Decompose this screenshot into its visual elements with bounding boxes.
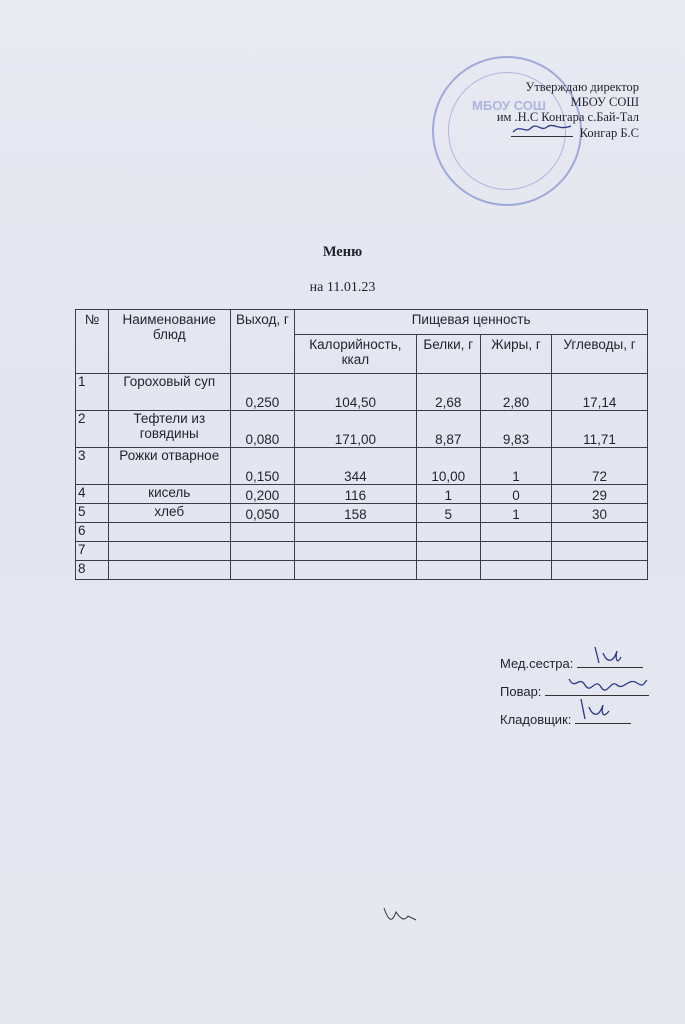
- row-kcal: 344: [295, 448, 416, 485]
- row-carbs: [552, 542, 648, 561]
- header-protein: Белки, г: [416, 335, 480, 374]
- header-nutrition: Пищевая ценность: [295, 310, 648, 335]
- row-carbs: 29: [552, 485, 648, 504]
- approval-block: [497, 80, 639, 141]
- row-protein: 5: [416, 504, 480, 523]
- row-protein: 1: [416, 485, 480, 504]
- table-row: [76, 485, 648, 504]
- row-yield: [230, 561, 295, 580]
- row-fat: [480, 561, 551, 580]
- row-protein: [416, 561, 480, 580]
- row-fat: [480, 542, 551, 561]
- signature-scribble-icon: [577, 643, 643, 667]
- row-yield: 0,080: [230, 411, 295, 448]
- director-name: Конгар Б.С: [579, 126, 639, 140]
- row-carbs: [552, 561, 648, 580]
- pen-mark-icon: [382, 902, 422, 928]
- signature-scribble-icon: [511, 122, 573, 136]
- approval-line-2: МБОУ СОШ: [570, 95, 639, 109]
- cook-label: Повар:: [500, 684, 542, 699]
- row-carbs: [552, 523, 648, 542]
- row-fat: 1: [480, 448, 551, 485]
- table-header-row: [76, 310, 648, 335]
- row-yield: [230, 542, 295, 561]
- table-row: [76, 374, 648, 411]
- nurse-signature-line: [577, 655, 643, 668]
- row-num: 7: [76, 542, 109, 561]
- row-kcal: 158: [295, 504, 416, 523]
- row-num: 4: [76, 485, 109, 504]
- nurse-label: Мед.сестра:: [500, 656, 574, 671]
- row-kcal: 116: [295, 485, 416, 504]
- row-yield: [230, 523, 295, 542]
- row-carbs: 11,71: [552, 411, 648, 448]
- row-name: кисель: [108, 485, 230, 504]
- row-name: [108, 561, 230, 580]
- row-kcal: 171,00: [295, 411, 416, 448]
- menu-date: на 11.01.23: [309, 280, 376, 295]
- row-kcal: 104,50: [295, 374, 416, 411]
- row-name: хлеб: [108, 504, 230, 523]
- row-carbs: 30: [552, 504, 648, 523]
- row-protein: 8,87: [416, 411, 480, 448]
- row-fat: 1: [480, 504, 551, 523]
- signature-scribble-icon: [575, 695, 631, 723]
- table-row: [76, 448, 648, 485]
- approval-line-1: Утверждаю директор: [525, 80, 639, 94]
- table-row: [76, 523, 648, 542]
- table-row: [76, 542, 648, 561]
- row-kcal: [295, 523, 416, 542]
- table-row: [76, 561, 648, 580]
- row-name: [108, 542, 230, 561]
- table-row: [76, 411, 648, 448]
- row-num: 1: [76, 374, 109, 411]
- row-num: 5: [76, 504, 109, 523]
- header-name: Наименование блюд: [108, 310, 230, 374]
- row-protein: [416, 523, 480, 542]
- approval-line-4: [497, 125, 639, 141]
- menu-table: [75, 309, 648, 580]
- row-fat: 2,80: [480, 374, 551, 411]
- row-num: 8: [76, 561, 109, 580]
- approval-line-3: им .Н.С Конгара с.Бай-Тал: [496, 110, 639, 124]
- storekeeper-label: Кладовщик:: [500, 712, 572, 727]
- row-yield: 0,250: [230, 374, 295, 411]
- row-protein: [416, 542, 480, 561]
- row-name: [108, 523, 230, 542]
- row-yield: 0,150: [230, 448, 295, 485]
- row-protein: 10,00: [416, 448, 480, 485]
- row-name: Гороховый суп: [108, 374, 230, 411]
- row-num: 6: [76, 523, 109, 542]
- row-carbs: 17,14: [552, 374, 648, 411]
- row-carbs: 72: [552, 448, 648, 485]
- signature-scribble-icon: [545, 671, 649, 695]
- row-num: 2: [76, 411, 109, 448]
- row-yield: 0,050: [230, 504, 295, 523]
- row-num: 3: [76, 448, 109, 485]
- row-kcal: [295, 561, 416, 580]
- header-num: №: [76, 310, 109, 374]
- storekeeper-signature-line: [575, 711, 631, 724]
- table-row: [76, 504, 648, 523]
- row-yield: 0,200: [230, 485, 295, 504]
- row-fat: 9,83: [480, 411, 551, 448]
- row-protein: 2,68: [416, 374, 480, 411]
- director-signature: [511, 125, 573, 137]
- row-name: Рожки отварное: [108, 448, 230, 485]
- row-fat: [480, 523, 551, 542]
- row-fat: 0: [480, 485, 551, 504]
- storekeeper-signature-row: [500, 706, 649, 734]
- row-kcal: [295, 542, 416, 561]
- header-yield: Выход, г: [230, 310, 295, 374]
- header-kcal: Калорийность, ккал: [295, 335, 416, 374]
- header-carbs: Углеводы, г: [552, 335, 648, 374]
- signature-block: [500, 650, 649, 734]
- header-fat: Жиры, г: [480, 335, 551, 374]
- page-title: Меню: [322, 244, 363, 260]
- row-name: Тефтели из говядины: [108, 411, 230, 448]
- stamp-text: МБОУ СОШ: [472, 98, 546, 113]
